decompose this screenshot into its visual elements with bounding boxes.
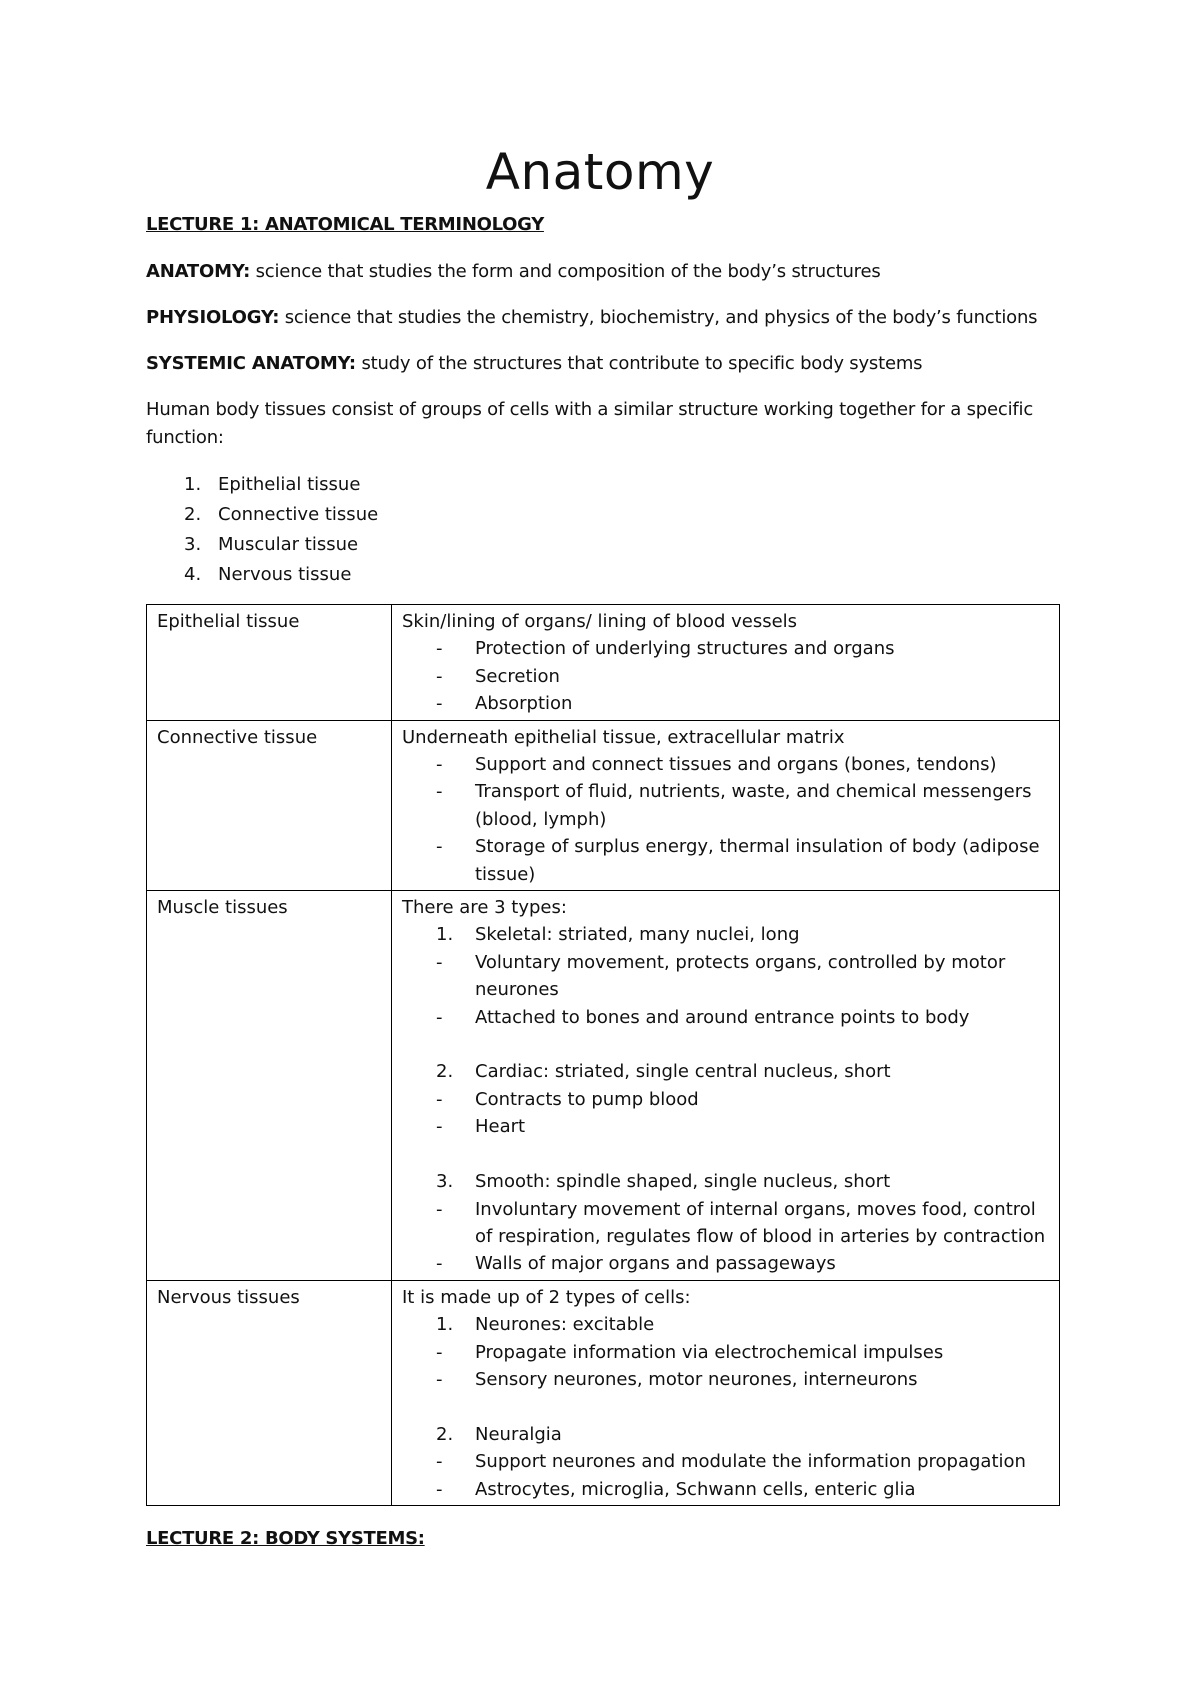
cell-line — [402, 1476, 1049, 1503]
line-marker: - — [436, 951, 443, 973]
line-text: Storage of surplus energy, thermal insulation of body (adipose tissue) — [475, 836, 1040, 885]
line-text: Voluntary movement, protects organs, controlled by motor neurones — [475, 951, 1006, 1001]
table-row — [147, 605, 1060, 721]
line-text: Secretion — [475, 665, 560, 687]
list-number: 3. — [184, 534, 202, 555]
line-text: Propagate information via electrochemical impulses — [475, 1341, 944, 1363]
line-marker: - — [436, 693, 443, 715]
line-text: Walls of major organs and passageways — [475, 1253, 836, 1275]
line-text: Underneath epithelial tissue, extracellular matrix — [402, 726, 845, 748]
intro-paragraph: Human body tissues consist of groups of cells with a similar structure working together for a specific function: — [146, 399, 1034, 448]
line-marker: - — [436, 638, 443, 660]
cell-line — [402, 635, 1049, 662]
list-item — [146, 560, 378, 590]
cell-line — [402, 1339, 1049, 1366]
cell-line — [402, 894, 1049, 921]
list-text: Epithelial tissue — [218, 474, 361, 495]
cell-line — [402, 1196, 1049, 1251]
line-marker: - — [436, 1006, 443, 1028]
tissue-description-cell — [392, 1280, 1060, 1505]
cell-line — [402, 1250, 1049, 1277]
tissue-description-cell — [392, 891, 1060, 1281]
line-text: Skeletal: striated, many nuclei, long — [475, 924, 800, 946]
tissue-name-cell: Muscle tissues — [147, 891, 392, 1281]
table-row — [147, 1280, 1060, 1505]
line-text: Neurones: excitable — [475, 1314, 655, 1336]
line-marker: - — [436, 1198, 443, 1220]
cell-line — [402, 1366, 1049, 1393]
cell-line — [402, 778, 1049, 833]
lecture-1-heading: LECTURE 1: ANATOMICAL TERMINOLOGY — [146, 214, 544, 235]
line-text: Smooth: spindle shaped, single nucleus, short — [475, 1171, 891, 1193]
line-text: Neuralgia — [475, 1423, 562, 1445]
cell-line — [402, 1421, 1049, 1448]
cell-line — [402, 1448, 1049, 1475]
list-text: Muscular tissue — [218, 534, 359, 555]
cell-line — [402, 1311, 1049, 1338]
cell-line — [402, 949, 1049, 1004]
list-text: Connective tissue — [218, 504, 379, 525]
cell-line — [402, 921, 1049, 948]
line-text: Support neurones and modulate the information propagation — [475, 1451, 1026, 1473]
table-row — [147, 891, 1060, 1281]
line-text: Support and connect tissues and organs (bones, tendons) — [475, 754, 997, 776]
line-text: Cardiac: striated, single central nucleus, short — [475, 1061, 891, 1083]
definition-term: SYSTEMIC ANATOMY: — [146, 353, 356, 374]
line-marker: 2. — [436, 1061, 454, 1083]
tissue-name-cell: Nervous tissues — [147, 1280, 392, 1505]
definition-text: science that studies the chemistry, biochemistry, and physics of the body’s functions — [279, 307, 1038, 328]
line-text: Protection of underlying structures and organs — [475, 638, 895, 660]
definition-term: PHYSIOLOGY: — [146, 307, 280, 328]
tissue-name-cell: Connective tissue — [147, 720, 392, 890]
list-number: 2. — [184, 504, 202, 525]
cell-line — [402, 608, 1049, 635]
definition-term: ANATOMY: — [146, 261, 251, 282]
line-text: Contracts to pump blood — [475, 1088, 699, 1110]
cell-line — [402, 1004, 1049, 1031]
line-marker: - — [436, 781, 443, 803]
line-text: Involuntary movement of internal organs, moves food, control of respiration, regulates flow of blood in arteries by contraction — [475, 1198, 1046, 1247]
line-text: Astrocytes, microglia, Schwann cells, enteric glia — [475, 1478, 916, 1500]
definition-text: science that studies the form and composition of the body’s structures — [250, 261, 881, 282]
list-text: Nervous tissue — [218, 564, 352, 585]
list-number: 1. — [184, 474, 202, 495]
tissue-description-cell — [392, 605, 1060, 721]
line-marker: - — [436, 1088, 443, 1110]
line-marker: 3. — [436, 1171, 454, 1193]
cell-line — [402, 1113, 1049, 1140]
line-text: Transport of fluid, nutrients, waste, and chemical messengers (blood, lymph) — [475, 781, 1032, 830]
definition-physiology — [146, 304, 1066, 332]
cell-line — [402, 724, 1049, 751]
line-marker: 1. — [436, 1314, 454, 1336]
line-marker: - — [436, 1253, 443, 1275]
cell-line — [402, 751, 1049, 778]
definition-anatomy — [146, 258, 1066, 286]
cell-line — [402, 1058, 1049, 1085]
line-text: Attached to bones and around entrance points to body — [475, 1006, 970, 1028]
definition-systemic-anatomy — [146, 350, 1066, 378]
line-text: Absorption — [475, 693, 573, 715]
cell-line — [402, 833, 1049, 888]
line-marker: - — [436, 1478, 443, 1500]
lecture-2-heading: LECTURE 2: BODY SYSTEMS: — [146, 1528, 425, 1549]
line-marker: - — [436, 1451, 443, 1473]
line-marker: - — [436, 754, 443, 776]
line-marker: - — [436, 1116, 443, 1138]
line-text: Heart — [475, 1116, 526, 1138]
table-row — [147, 720, 1060, 890]
line-text: Sensory neurones, motor neurones, interneurons — [475, 1368, 918, 1390]
line-marker: - — [436, 665, 443, 687]
line-marker: - — [436, 1341, 443, 1363]
line-marker: - — [436, 836, 443, 858]
tissue-list — [146, 470, 378, 590]
line-marker: - — [436, 1368, 443, 1390]
spacer — [402, 1031, 1049, 1058]
list-item — [146, 470, 378, 500]
cell-line — [402, 1168, 1049, 1195]
list-item — [146, 530, 378, 560]
spacer — [402, 1141, 1049, 1168]
definition-text: study of the structures that contribute to specific body systems — [355, 353, 923, 374]
cell-line — [402, 690, 1049, 717]
list-number: 4. — [184, 564, 202, 585]
list-item — [146, 500, 378, 530]
cell-line — [402, 1086, 1049, 1113]
line-marker: 1. — [436, 924, 454, 946]
tissue-name-cell: Epithelial tissue — [147, 605, 392, 721]
line-text: Skin/lining of organs/ lining of blood vessels — [402, 611, 798, 632]
tissue-table — [146, 604, 1060, 1506]
line-text: There are 3 types: — [402, 897, 567, 919]
line-marker: 2. — [436, 1423, 454, 1445]
cell-line — [402, 663, 1049, 690]
spacer — [402, 1393, 1049, 1420]
line-text: It is made up of 2 types of cells: — [402, 1286, 691, 1308]
tissue-description-cell — [392, 720, 1060, 890]
page-title: Anatomy — [485, 143, 715, 201]
cell-line — [402, 1284, 1049, 1311]
